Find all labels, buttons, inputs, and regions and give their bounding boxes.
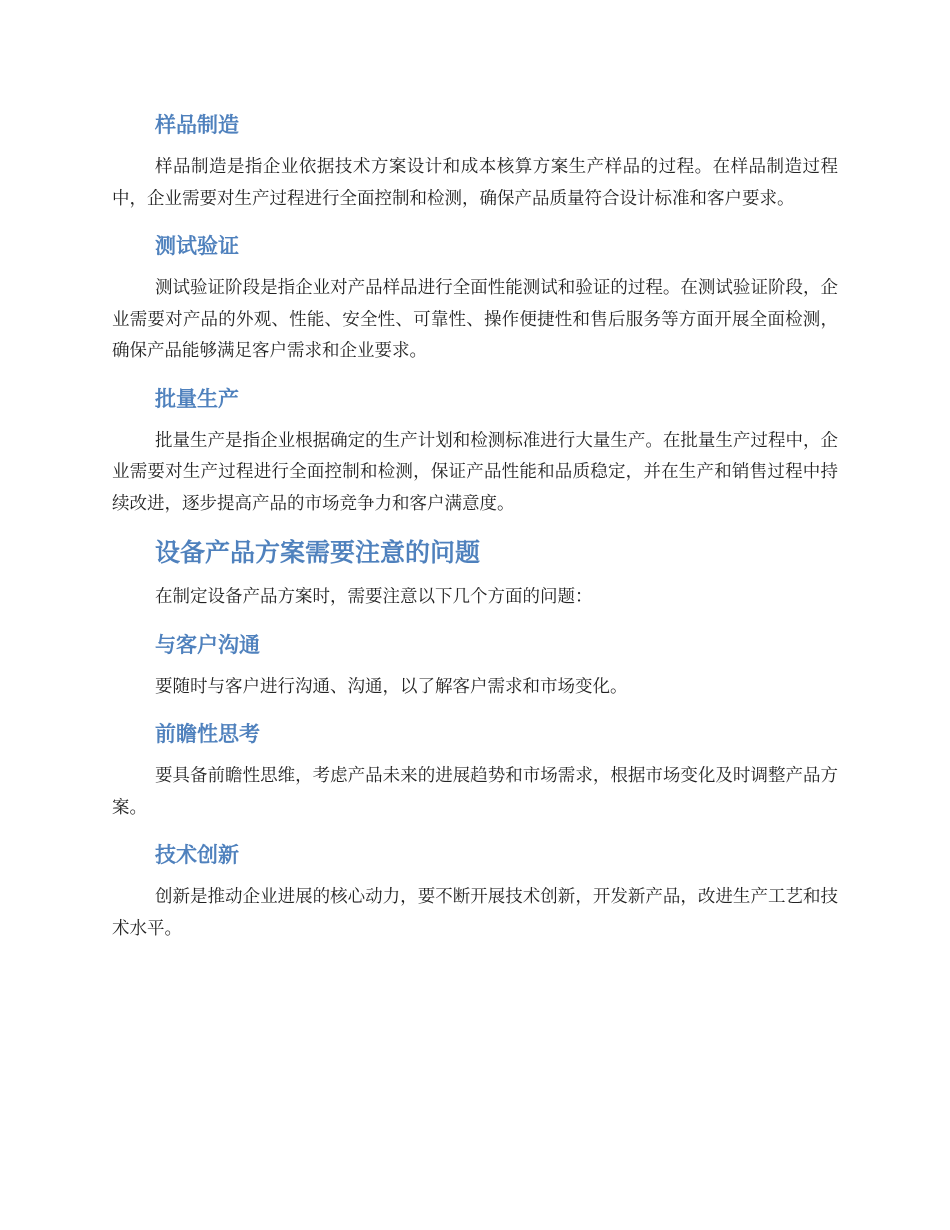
section-heading-sample-manufacturing: 样品制造 [155, 113, 239, 137]
issue-body-tech-innovation: 创新是推动企业进展的核心动力，要不断开展技术创新，开发新产品，改进生产工艺和技术水平。 [112, 887, 838, 939]
section-body-sample-manufacturing: 样品制造是指企业依据技术方案设计和成本核算方案生产样品的过程。在样品制造过程中，企业需要对生产过程进行全面控制和检测，确保产品质量符合设计标准和客户要求。 [112, 157, 838, 209]
issue-heading-tech-innovation: 技术创新 [155, 843, 239, 867]
issue-heading-forward-thinking: 前瞻性思考 [155, 722, 260, 746]
issue-body-customer-communication: 要随时与客户进行沟通、沟通，以了解客户需求和市场变化。 [155, 676, 628, 697]
issues-intro: 在制定设备产品方案时，需要注意以下几个方面的问题： [155, 587, 593, 607]
document-content [112, 108, 838, 945]
section-heading-test-verification: 测试验证 [155, 234, 239, 258]
section-heading-mass-production: 批量生产 [155, 386, 239, 411]
issue-heading-customer-communication: 与客户沟通 [155, 632, 260, 657]
issue-body-forward-thinking: 要具备前瞻性思维，考虑产品未来的进展趋势和市场需求，根据市场变化及时调整产品方案。 [112, 766, 838, 818]
section-body-mass-production: 批量生产是指企业根据确定的生产计划和检测标准进行大量生产。在批量生产过程中，企业需要对生产过程进行全面控制和检测，保证产品性能和品质稳定，并在生产和销售过程中持续改进，逐步提高产品的市场竞争力和客户满意度。 [112, 430, 838, 514]
section-body-test-verification: 测试验证阶段是指企业对产品样品进行全面性能测试和验证的过程。在测试验证阶段，企业需要对产品的外观、性能、安全性、可靠性、操作便捷性和售后服务等方面开展全面检测，确保产品能够满足客户需求和企业要求。 [112, 278, 838, 361]
issues-title: 设备产品方案需要注意的问题 [155, 538, 481, 567]
